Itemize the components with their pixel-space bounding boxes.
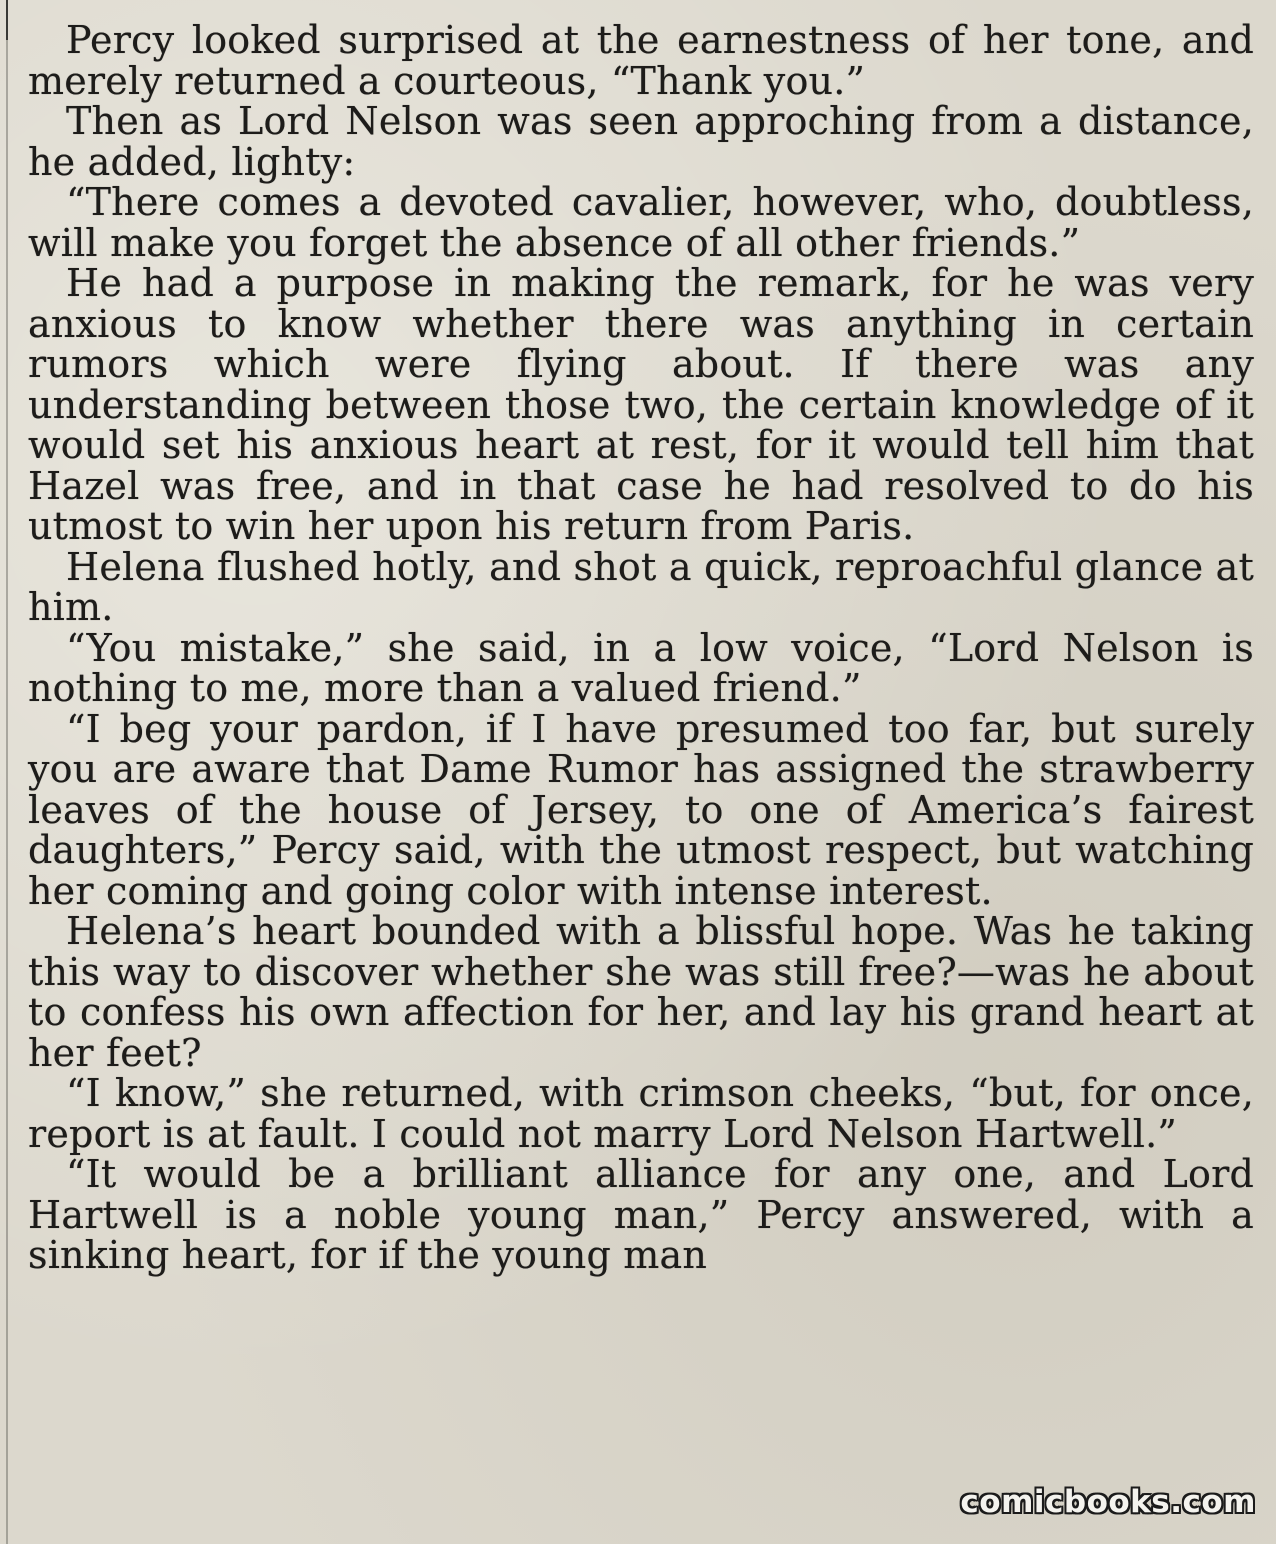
paragraph: Helena’s heart bounded with a blissful hope. Was he taking this way to discover whether she was still free?—was he about to confess his own affection for her, and lay his grand heart at her feet? xyxy=(28,909,1254,1075)
paragraph: Helena flushed hotly, and shot a quick, reproachful glance at him. xyxy=(28,544,1254,629)
paragraph: Then as Lord Nelson was seen approching from a distance, he added, lighty: xyxy=(28,99,1254,184)
paragraph: “You mistake,” she said, in a low voice, “Lord Nelson is nothing to me, more than a valued friend.” xyxy=(28,625,1254,710)
column-rule xyxy=(6,0,8,1544)
paragraph: “I know,” she returned, with crimson cheeks, “but, for once, report is at fault. I could not marry Lord Nelson Hartwell.” xyxy=(28,1071,1254,1156)
paragraph: “It would be a brilliant alliance for any one, and Lord Hartwell is a noble young man,” Percy answered, with a sinking heart, for if the young man xyxy=(28,1152,1254,1277)
paragraph: “There comes a devoted cavalier, however, who, doubtless, will make you forget the absence of all other friends.” xyxy=(28,180,1254,265)
paragraph: “I beg your pardon, if I have presumed too far, but surely you are aware that Dame Rumor has assigned the strawberry leaves of the house of Jersey, to one of America’s fairest daughters,” Percy said, with the utmost respect, but watching her coming and going color with intense interest. xyxy=(28,706,1254,913)
paragraph: Percy looked surprised at the earnestness of her tone, and merely returned a courteous, “Thank you.” xyxy=(28,18,1254,103)
paragraph: He had a purpose in making the remark, for he was very anxious to know whether there was anything in certain rumors which were flying about. If there was any understanding between those two, the certain knowledge of it would set his anxious heart at rest, for it would tell him that Hazel was free, and in that case he had resolved to do his utmost to win her upon his return from Paris. xyxy=(28,261,1254,548)
site-watermark: comicbooks.com xyxy=(960,1484,1256,1520)
article-column xyxy=(28,20,1254,1276)
